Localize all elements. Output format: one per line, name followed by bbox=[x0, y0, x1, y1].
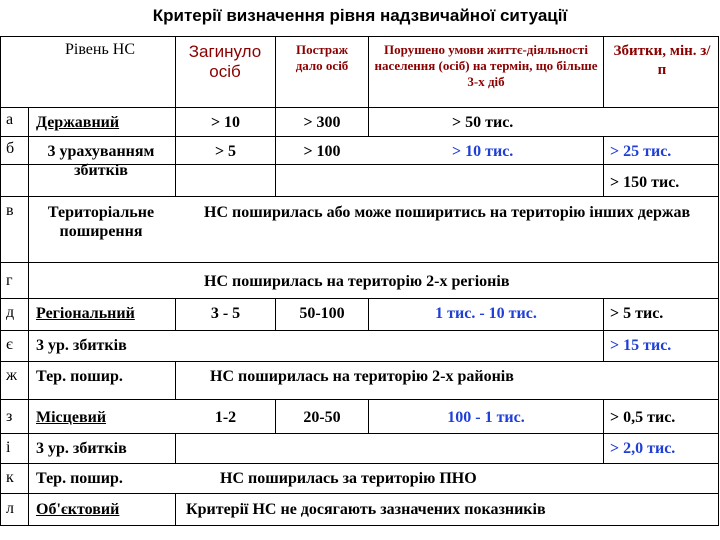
row-text: НС поширилась на територію 2-х районів bbox=[210, 368, 514, 385]
cell-dead: > 10 bbox=[210, 114, 241, 131]
row-letter: ж bbox=[6, 367, 18, 384]
row-label: Об'єктовий bbox=[36, 501, 120, 518]
row-letter: є bbox=[6, 336, 13, 353]
cell-injured: 20-50 bbox=[303, 409, 341, 426]
cell-dead: > 5 bbox=[214, 143, 237, 160]
header-level: Рівень НС bbox=[65, 41, 135, 58]
row-label: Регіональний bbox=[36, 305, 135, 322]
row-text: НС поширилась або може поширитись на територію інших держав bbox=[204, 204, 691, 221]
row-letter: г bbox=[6, 272, 13, 289]
header-disrupted: Порушено умови життє-діяльності населення (осіб) на термін, що більше 3-х діб bbox=[374, 42, 598, 89]
cell-losses: > 0,5 тис. bbox=[610, 409, 676, 426]
cell-dead: 3 - 5 bbox=[210, 305, 241, 322]
cell-disrupted: 100 - 1 тис. bbox=[447, 409, 525, 426]
row-label: 3 ур. збитків bbox=[36, 337, 127, 354]
cell-losses: > 15 тис. bbox=[610, 337, 672, 354]
cell-dead: 1-2 bbox=[214, 409, 237, 426]
cell-losses: > 2,0 тис. bbox=[610, 440, 676, 457]
cell-injured: > 300 bbox=[303, 114, 341, 131]
cell-losses-secondary: > 150 тис. bbox=[610, 174, 680, 191]
header-losses: Збитки, мін. з/п bbox=[613, 43, 711, 78]
row-letter: к bbox=[6, 469, 14, 486]
cell-disrupted: > 50 тис. bbox=[452, 114, 514, 131]
row-label: Тер. пошир. bbox=[36, 368, 123, 385]
row-letter: в bbox=[6, 202, 14, 219]
criteria-table bbox=[0, 36, 718, 526]
header-dead: Загинуло осіб bbox=[188, 42, 262, 81]
page-title: Критерії визначення рівня надзвичайної ситуації bbox=[152, 6, 568, 25]
cell-disrupted: > 10 тис. bbox=[452, 143, 514, 160]
row-label: 3 ур. збитків bbox=[36, 440, 127, 457]
row-letter: д bbox=[6, 304, 15, 321]
row-label: Місцевий bbox=[36, 409, 107, 426]
row-letter: б bbox=[6, 140, 15, 157]
cell-losses: > 25 тис. bbox=[610, 143, 672, 160]
row-label: Державний bbox=[36, 114, 120, 131]
row-label: Тер. пошир. bbox=[36, 470, 123, 487]
row-text: Критерії НС не досягають зазначених показників bbox=[186, 501, 546, 518]
row-letter: а bbox=[6, 111, 14, 128]
row-label: 3 урахуванням збитків bbox=[47, 143, 155, 179]
row-letter: з bbox=[6, 408, 13, 425]
cell-losses: > 5 тис. bbox=[610, 305, 664, 322]
row-text: НС поширилась за територію ПНО bbox=[220, 470, 477, 487]
row-label: Територіальне поширення bbox=[47, 204, 155, 240]
row-letter: і bbox=[6, 439, 11, 456]
cell-injured: 50-100 bbox=[299, 305, 345, 322]
header-injured: Постраж дало осіб bbox=[295, 42, 349, 73]
row-text: НС поширилась на територію 2-х регіонів bbox=[204, 273, 510, 290]
row-letter: л bbox=[6, 500, 14, 517]
cell-disrupted: 1 тис. - 10 тис. bbox=[435, 305, 537, 322]
cell-injured: > 100 bbox=[303, 143, 341, 160]
